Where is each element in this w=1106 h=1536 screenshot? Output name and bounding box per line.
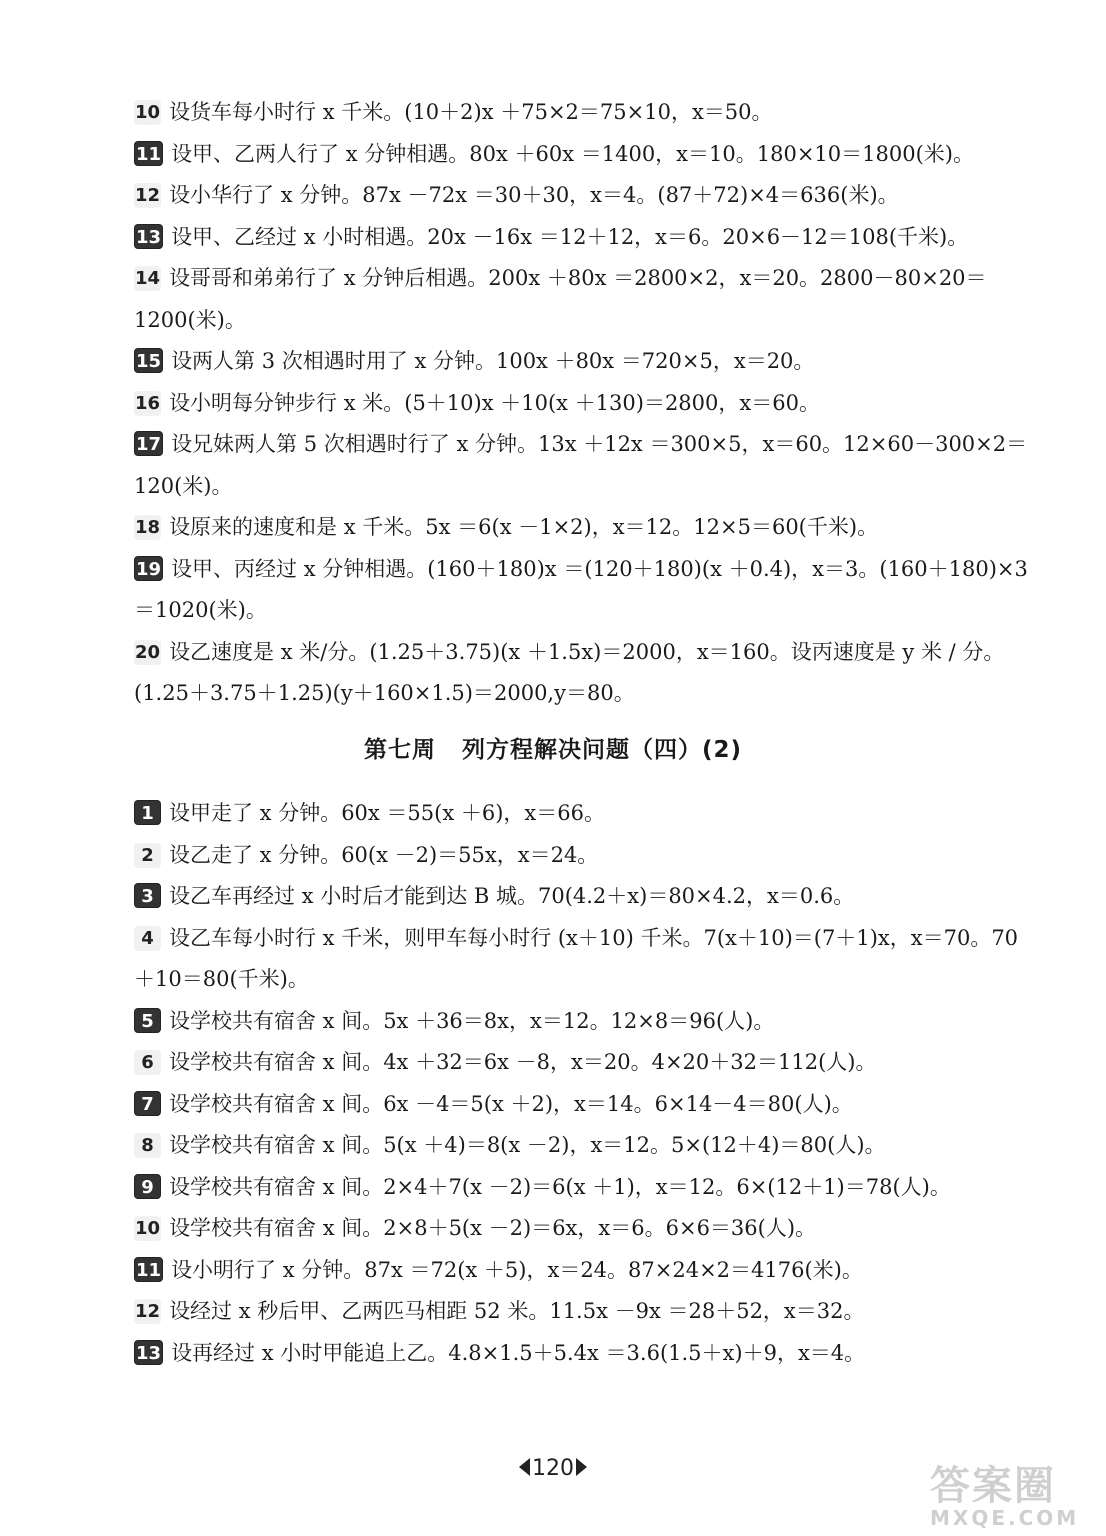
item-number-badge: 9 xyxy=(134,1174,161,1199)
item-text: 设学校共有宿舍 x 间。2×4＋7(x －2)＝6(x ＋1)，x＝12。6×(12＋1)＝78(人)。 xyxy=(169,1174,951,1199)
triangle-right-icon xyxy=(576,1458,587,1476)
item-number-badge: 13 xyxy=(134,224,163,249)
item-number-badge: 16 xyxy=(135,392,161,414)
item-text: 设甲、丙经过 x 分钟相遇。(160＋180)x ＝(120＋180)(x ＋0.4)，x＝3。(160＋180)×3＝1020(米)。 xyxy=(134,556,1028,622)
item-number-badge: 7 xyxy=(134,1091,161,1116)
item-number-badge: 12 xyxy=(135,185,161,206)
answer-item xyxy=(134,341,1034,383)
item-number-badge: 18 xyxy=(135,517,161,538)
answer-item xyxy=(134,424,1034,507)
answer-item xyxy=(134,793,1034,835)
item-text: 设学校共有宿舍 x 间。6x －4＝5(x ＋2)，x＝14。6×14－4＝80(人)。 xyxy=(169,1091,853,1116)
item-text: 设乙车再经过 x 小时后才能到达 B 城。70(4.2＋x)＝80×4.2，x＝0.6。 xyxy=(169,884,855,908)
answer-item xyxy=(134,1084,1034,1126)
item-text: 设乙速度是 x 米/分。(1.25＋3.75)(x ＋1.5x)＝2000，x＝160。设丙速度是 y 米 / 分。(1.25＋3.75＋1.25)(y＋160×1.5)＝2000,y＝80。 xyxy=(134,639,1005,705)
item-text: 设两人第 3 次相遇时用了 x 分钟。100x ＋80x ＝720×5，x＝20。 xyxy=(171,349,815,373)
item-number-badge: 2 xyxy=(134,843,161,868)
item-number-badge: 11 xyxy=(134,141,163,166)
answer-item xyxy=(134,1291,1034,1333)
item-text: 设小明行了 x 分钟。87x ＝72(x ＋5)，x＝24。87×24×2＝4176(米)。 xyxy=(171,1257,863,1282)
answer-item xyxy=(134,549,1034,632)
item-number-badge: 15 xyxy=(134,348,163,373)
item-text: 设小明每分钟步行 x 米。(5＋10)x ＋10(x ＋130)＝2800，x＝60。 xyxy=(169,390,820,415)
answer-item xyxy=(134,1001,1034,1043)
answer-item xyxy=(134,1042,1034,1084)
answer-item xyxy=(134,1208,1034,1250)
item-number-badge: 11 xyxy=(134,1257,163,1282)
item-number-badge: 5 xyxy=(134,1008,161,1033)
answer-item xyxy=(134,217,1034,259)
item-text: 设学校共有宿舍 x 间。2×8＋5(x －2)＝6x，x＝6。6×6＝36(人)。 xyxy=(169,1216,817,1240)
item-number-badge: 1 xyxy=(134,800,161,825)
answer-item xyxy=(134,258,1034,341)
item-text: 设哥哥和弟弟行了 x 分钟后相遇。200x ＋80x ＝2800×2，x＝20。2800－80×20＝1200(米)。 xyxy=(134,266,987,332)
item-text: 设甲走了 x 分钟。60x ＝55(x ＋6)，x＝66。 xyxy=(169,801,605,825)
item-text: 设甲、乙经过 x 小时相遇。20x －16x ＝12＋12，x＝6。20×6－12＝108(千米)。 xyxy=(171,224,969,249)
item-text: 设经过 x 秒后甲、乙两匹马相距 52 米。11.5x －9x ＝28＋52，x＝32。 xyxy=(169,1299,865,1323)
answers-section-b xyxy=(134,793,1034,1374)
item-text: 设原来的速度和是 x 千米。5x ＝6(x －1×2)，x＝12。12×5＝60(千米)。 xyxy=(169,515,879,539)
item-number-badge: 6 xyxy=(134,1050,161,1075)
item-number-badge: 20 xyxy=(135,641,161,663)
answer-item xyxy=(134,92,1034,134)
answer-item xyxy=(134,835,1034,877)
item-text: 设甲、乙两人行了 x 分钟相遇。80x ＋60x ＝1400，x＝10。180×10＝1800(米)。 xyxy=(171,141,974,166)
item-text: 设乙走了 x 分钟。60(x －2)＝55x，x＝24。 xyxy=(169,842,599,867)
section-heading xyxy=(0,731,1106,764)
answer-item xyxy=(134,1250,1034,1292)
item-number-badge: 12 xyxy=(135,1301,161,1322)
item-text: 设学校共有宿舍 x 间。5(x ＋4)＝8(x －2)，x＝12。5×(12＋4)＝80(人)。 xyxy=(169,1133,886,1157)
item-text: 设学校共有宿舍 x 间。5x ＋36＝8x，x＝12。12×8＝96(人)。 xyxy=(169,1008,775,1033)
answer-item xyxy=(134,134,1034,176)
answer-item xyxy=(134,1167,1034,1209)
page-number-value: 120 xyxy=(532,1456,574,1481)
item-number-badge: 8 xyxy=(134,1133,161,1158)
heading-title: 列方程解决问题（四）(2) xyxy=(461,737,743,763)
watermark-text-bottom: MXQE.COM xyxy=(930,1506,1080,1530)
answer-item xyxy=(134,175,1034,217)
item-text: 设再经过 x 小时甲能追上乙。4.8×1.5＋5.4x ＝3.6(1.5＋x)＋9，x＝4。 xyxy=(171,1340,866,1365)
answer-item xyxy=(134,507,1034,549)
answer-item xyxy=(134,1333,1034,1375)
answer-item xyxy=(134,383,1034,425)
triangle-left-icon xyxy=(519,1458,530,1476)
item-text: 设兄妹两人第 5 次相遇时行了 x 分钟。13x ＋12x ＝300×5，x＝60。12×60－300×2＝120(米)。 xyxy=(134,432,1028,498)
answer-item xyxy=(134,1125,1034,1167)
item-text: 设乙车每小时行 x 千米，则甲车每小时行 (x＋10) 千米。7(x＋10)＝(7＋1)x，x＝70。70＋10＝80(千米)。 xyxy=(134,925,1019,991)
item-number-badge: 10 xyxy=(135,102,161,123)
watermark-logo xyxy=(930,1465,1100,1531)
item-number-badge: 3 xyxy=(134,883,161,908)
item-text: 设货车每小时行 x 千米。(10＋2)x ＋75×2＝75×10，x＝50。 xyxy=(169,100,773,124)
item-number-badge: 14 xyxy=(135,268,161,289)
answer-item xyxy=(134,632,1034,715)
watermark-text-top: 答案圈 xyxy=(930,1463,1056,1509)
item-number-badge: 19 xyxy=(134,556,163,581)
heading-week: 第七周 xyxy=(363,737,436,763)
item-number-badge: 10 xyxy=(135,1218,161,1239)
item-text: 设学校共有宿舍 x 间。4x ＋32＝6x －8，x＝20。4×20＋32＝112(人)。 xyxy=(169,1050,877,1074)
item-text: 设小华行了 x 分钟。87x －72x ＝30＋30，x＝4。(87＋72)×4＝636(米)。 xyxy=(169,183,899,207)
item-number-badge: 13 xyxy=(134,1340,163,1365)
answer-item xyxy=(134,876,1034,918)
item-number-badge: 4 xyxy=(134,926,161,951)
answers-section-a xyxy=(134,92,1034,715)
answer-item xyxy=(134,918,1034,1001)
item-number-badge: 17 xyxy=(134,431,163,456)
